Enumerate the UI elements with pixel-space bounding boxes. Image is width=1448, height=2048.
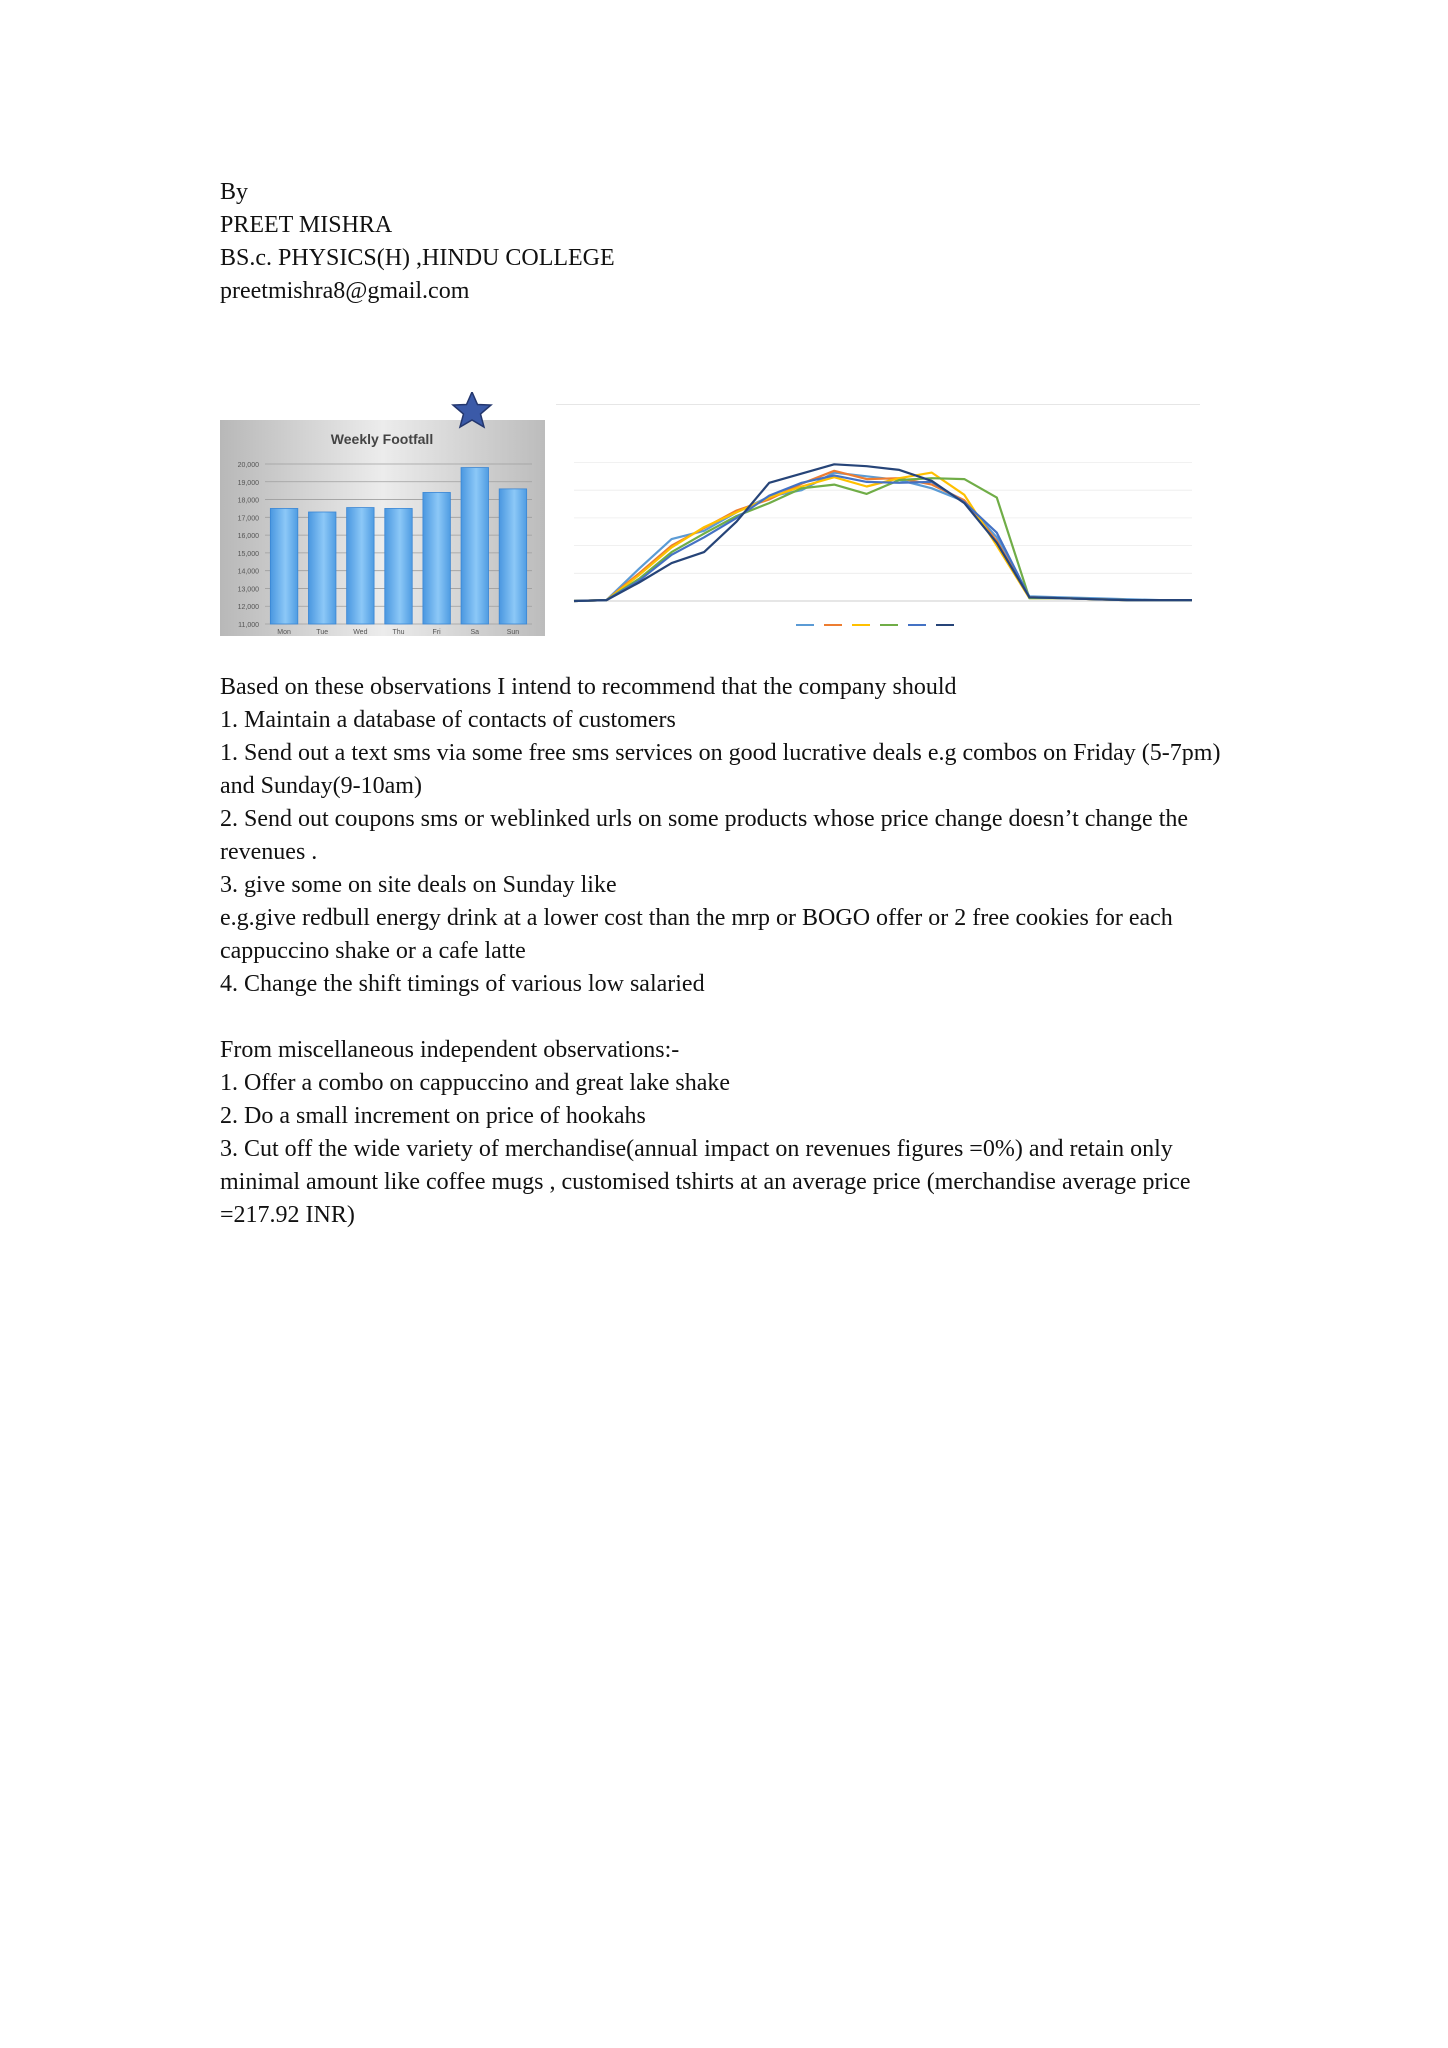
y-tick-label: 20,000: [237, 462, 259, 469]
list-item: 4. Change the shift timings of various low salaried: [220, 971, 705, 997]
y-tick-label: 15,000: [237, 550, 259, 558]
bar: [347, 508, 374, 624]
list-item: 3. Cut off the wide variety of merchandise(annual impact on revenues figures =0%) and retain only minimal amount like coffee mugs , customised tshirts at an average price (merchandise average price =217.92 INR): [220, 1136, 1191, 1228]
y-tick-label: 19,000: [237, 479, 259, 487]
series-line: [574, 475, 1192, 601]
list-item: 1. Send out a text sms via some free sms services on good lucrative deals e.g combos on Friday (5-7pm) and Sunday(9-10am): [220, 740, 1221, 799]
bar: [461, 468, 488, 624]
y-tick-label: 16,000: [237, 533, 259, 541]
author-block: [220, 176, 615, 308]
author-email: preetmishra8@gmail.com: [220, 278, 470, 304]
paragraph-gap: [220, 1001, 1240, 1034]
series-line: [574, 478, 1192, 601]
x-tick-label: Fri: [432, 629, 441, 636]
series-line: [574, 464, 1192, 601]
bar: [308, 512, 335, 624]
y-tick-label: 13,000: [237, 586, 259, 594]
misc-intro: From miscellaneous independent observations:-: [220, 1037, 680, 1063]
bar: [270, 508, 297, 624]
series-line: [574, 473, 1192, 601]
by-line: By: [220, 179, 249, 205]
list-item: 2. Send out coupons sms or weblinked urls on some products whose price change doesn’t change the revenues .: [220, 806, 1189, 865]
y-tick-label: 18,000: [237, 497, 259, 505]
series-line: [574, 473, 1192, 601]
x-tick-label: Thu: [392, 629, 405, 636]
y-tick-label: 11,000: [238, 622, 259, 629]
y-tick-label: 12,000: [237, 604, 259, 612]
weekly-footfall-chart: [220, 392, 545, 636]
author-name: PREET MISHRA: [220, 212, 393, 238]
list-item: 1. Offer a combo on cappuccino and great lake shake: [220, 1070, 731, 1096]
x-tick-label: Sun: [506, 629, 520, 636]
bar: [385, 508, 412, 624]
author-affiliation: BS.c. PHYSICS(H) ,HINDU COLLEGE: [220, 245, 615, 271]
list-item: e.g.give redbull energy drink at a lower cost than the mrp or BOGO offer or 2 free cookies for each cappuccino shake or a cafe latte: [220, 905, 1173, 964]
recommendations-intro: Based on these observations I intend to recommend that the company should: [220, 674, 957, 700]
y-tick-label: 17,000: [237, 515, 259, 523]
recommendations-text: [220, 671, 1240, 1232]
list-item: 1. Maintain a database of contacts of customers: [220, 707, 676, 733]
hourly-footfall-line-chart: [556, 404, 1200, 636]
chart-background: [220, 420, 545, 636]
list-item: 3. give some on site deals on Sunday like: [220, 872, 617, 898]
list-item: 2. Do a small increment on price of hookahs: [220, 1103, 646, 1129]
x-tick-label: Wed: [353, 629, 368, 636]
chart-title: Weekly Footfall: [330, 431, 434, 447]
bar: [423, 492, 450, 624]
x-tick-label: Mon: [277, 629, 291, 636]
bar: [499, 489, 526, 624]
y-tick-label: 14,000: [237, 568, 259, 576]
x-tick-label: Tue: [316, 629, 329, 636]
x-tick-label: Sa: [470, 629, 480, 636]
